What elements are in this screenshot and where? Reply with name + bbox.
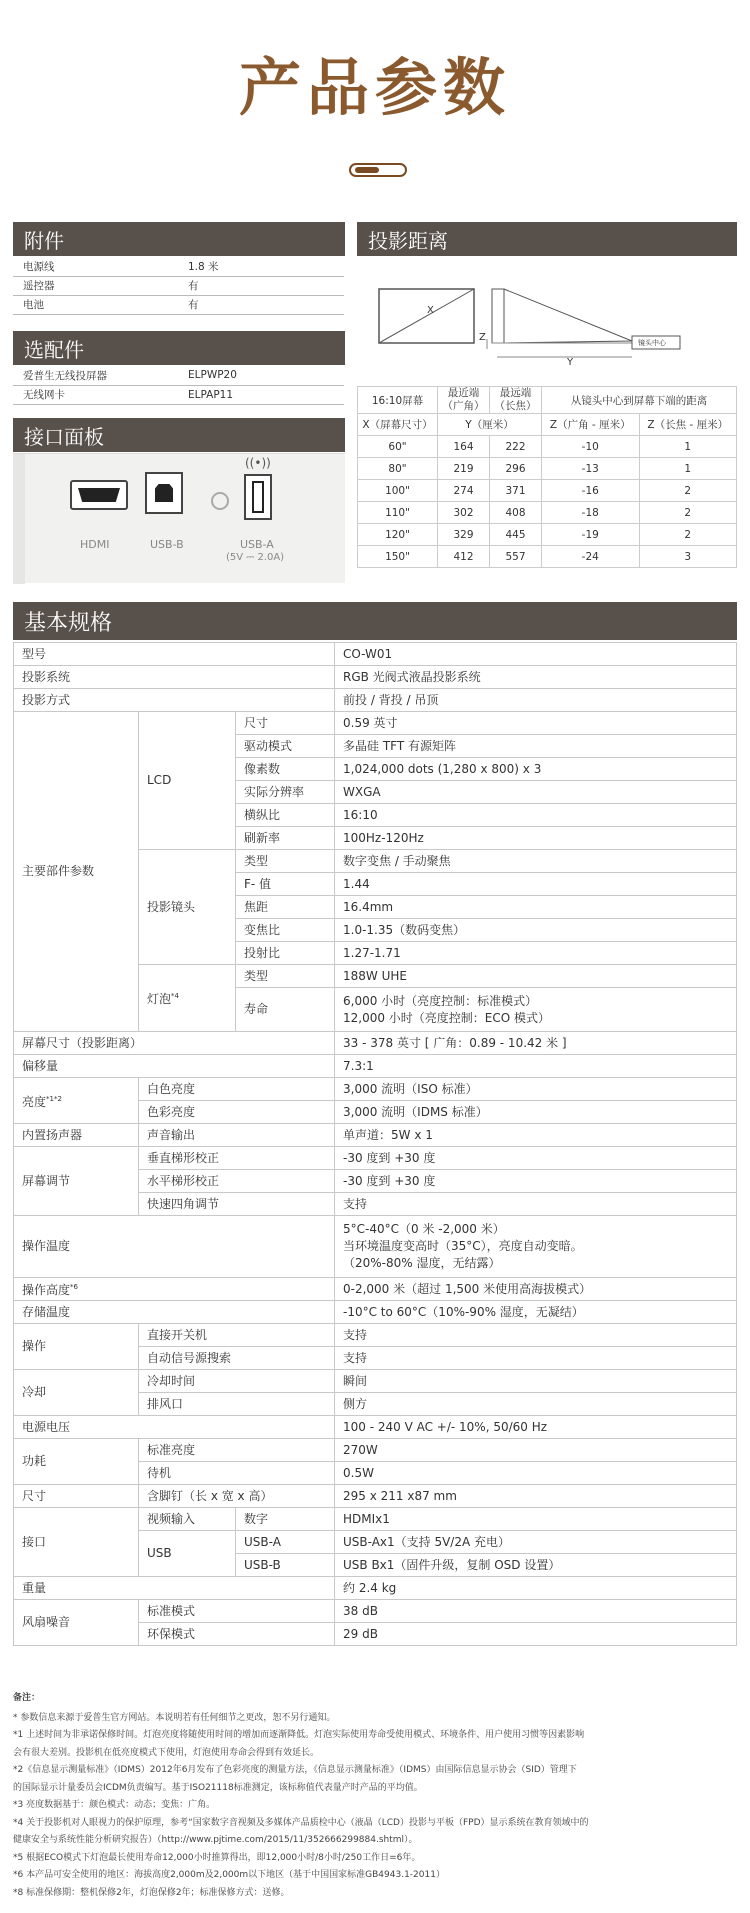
- table-row: [14, 1485, 737, 1508]
- table-row: [358, 436, 737, 458]
- screw-icon: [211, 492, 229, 510]
- table-cell: 投射比: [236, 942, 335, 965]
- table-cell: F- 值: [236, 873, 335, 896]
- usb-a-spec: (5V ⎓ 2.0A): [226, 552, 285, 563]
- table-cell: 类型: [236, 965, 335, 988]
- table-cell: 222: [490, 436, 542, 458]
- diagram-z-label: Z: [479, 332, 486, 343]
- diagram-x-label: X: [427, 305, 434, 316]
- table-cell: 投影方式: [14, 689, 335, 712]
- table-cell: 直接开关机: [139, 1324, 335, 1347]
- table-row: [14, 1439, 737, 1462]
- table-cell: 屏幕尺寸（投影距离）: [14, 1032, 335, 1055]
- table-cell: 3,000 流明（ISO 标准）: [335, 1078, 737, 1101]
- table-cell: HDMIx1: [335, 1508, 737, 1531]
- table-cell: LCD: [139, 712, 236, 850]
- table-cell: 待机: [139, 1462, 335, 1485]
- table-cell: 焦距: [236, 896, 335, 919]
- table-cell: 1.27-1.71: [335, 942, 737, 965]
- table-row: [14, 689, 737, 712]
- table-cell: 6,000 小时（亮度控制：标准模式） 12,000 小时（亮度控制：ECO 模式）: [335, 988, 737, 1032]
- table-cell: 支持: [335, 1193, 737, 1216]
- table-cell: 快速四角调节: [139, 1193, 335, 1216]
- table-row: [14, 712, 737, 735]
- table-cell: 1.44: [335, 873, 737, 896]
- table-cell: 尺寸: [14, 1485, 139, 1508]
- table-row: [358, 524, 737, 546]
- table-cell: 408: [490, 502, 542, 524]
- table-cell: USB Bx1（固件升级，复制 OSD 设置）: [335, 1554, 737, 1577]
- table-cell: 存储温度: [14, 1301, 335, 1324]
- footnotes: 备注： * 参数信息来源于爱普生官方网站。本说明若有任何细节之更改，恕不另行通知。 *1 上述时间为非承诺保修时间。灯泡亮度将随使用时间的增加而逐渐降低。灯泡实际使用寿命受使用模式、环境条件、用户使用习惯等因素影响 会有很大差别。投影机在低亮度模式下使用，灯泡使用寿命会得到有效延长。 *2《信息显示测量标准》（IDMS）2012年6月发布了色彩亮度的测量方法，《信息显示测量标准》（IDMS）由国际信息显示协会（SID）管理下 的国际显示计量委员会ICDM负责编写。基于ISO21118标准测定，该标称值代表量产时产品的平均值。 *3 亮度数据基于：颜色模式：动态；变焦：广角。 *4 关于投影机对人眼视力的保护原理，参考“国家数字音视频及多媒体产品质检中心（液晶（LCD）投影与平板（FPD）显示系统在教育领域中的 健康安全与系统性能分析研究报告）（http://www.pjtime.com/2015/11/352666299884.shtml）。 *5 根据ECO模式下灯泡最长使用寿命12,000小时推算得出，即12,000小时/8小时/250工作日=6年。 *6 本产品可安全使用的地区：海拔高度2,000m及2,000m以下地区（基于中国国家标准GB4943.1-2011） *8 标准保修期：整机保修2年，灯泡保修2年；标准保修方式：送修。: [13, 1693, 589, 1898]
- table-cell: 110": [358, 502, 438, 524]
- table-cell: 有: [178, 276, 344, 295]
- table-cell: -18: [542, 502, 640, 524]
- table-cell: 白色亮度: [139, 1078, 335, 1101]
- table-cell: 像素数: [236, 758, 335, 781]
- table-cell: 1: [639, 458, 737, 480]
- table-cell: 2: [639, 524, 737, 546]
- table-row: [358, 414, 737, 436]
- table-cell: 支持: [335, 1324, 737, 1347]
- table-cell: X（屏幕尺寸）: [358, 414, 438, 436]
- table-row: [358, 480, 737, 502]
- table-cell: -19: [542, 524, 640, 546]
- table-row: [13, 257, 344, 276]
- table-cell: 接口: [14, 1508, 139, 1577]
- table-cell: 295 x 211 x87 mm: [335, 1485, 737, 1508]
- options-header: 选配件: [13, 331, 345, 365]
- table-row: [14, 1577, 737, 1600]
- usb-b-label: USB-B: [150, 538, 184, 551]
- table-cell: 前投 / 背投 / 吊顶: [335, 689, 737, 712]
- table-cell: -24: [542, 546, 640, 568]
- distance-header: 投影距离: [357, 222, 737, 256]
- table-cell: 自动信号源搜索: [139, 1347, 335, 1370]
- table-cell: 1.8 米: [178, 257, 344, 276]
- table-cell: 型号: [14, 643, 335, 666]
- table-row: [14, 643, 737, 666]
- table-cell: 100 - 240 V AC +/- 10%, 50/60 Hz: [335, 1416, 737, 1439]
- table-cell: 冷却: [14, 1370, 139, 1416]
- table-cell: 3,000 流明（IDMS 标准）: [335, 1101, 737, 1124]
- table-cell: 亮度$^{*1*2}$: [14, 1078, 139, 1124]
- table-cell: 刷新率: [236, 827, 335, 850]
- hdmi-label: HDMI: [80, 538, 110, 551]
- table-cell: 2: [639, 480, 737, 502]
- interface-header: 接口面板: [13, 418, 345, 452]
- distance-table: [357, 386, 737, 568]
- table-cell: 功耗: [14, 1439, 139, 1485]
- table-row: [358, 387, 737, 414]
- table-cell: 0-2,000 米（超过 1,500 米使用高海拔模式）: [335, 1278, 737, 1301]
- table-cell: 33 - 378 英寸 [ 广角：0.89 - 10.42 米 ]: [335, 1032, 737, 1055]
- table-cell: 无线网卡: [13, 385, 178, 404]
- table-cell: 驱动模式: [236, 735, 335, 758]
- table-cell: 爱普生无线投屏器: [13, 366, 178, 385]
- table-cell: 219: [438, 458, 490, 480]
- table-cell: 标准模式: [139, 1600, 335, 1623]
- table-cell: WXGA: [335, 781, 737, 804]
- table-cell: 电源线: [13, 257, 178, 276]
- table-row: [14, 1055, 737, 1078]
- table-cell: 16.4mm: [335, 896, 737, 919]
- table-cell: 视频输入: [139, 1508, 236, 1531]
- title-divider-icon: [349, 163, 407, 177]
- table-cell: 排风口: [139, 1393, 335, 1416]
- usb-a-label: USB-A: [240, 538, 274, 551]
- table-cell: 投影系统: [14, 666, 335, 689]
- table-row: [14, 1147, 737, 1170]
- table-row: [14, 1600, 737, 1623]
- diagram-lens-label: 镜头中心: [638, 339, 666, 347]
- table-cell: 瞬间: [335, 1370, 737, 1393]
- spec-table: [13, 642, 737, 1646]
- table-cell: 5°C-40°C（0 米 -2,000 米） 当环境温度变高时（35°C），亮度自动变暗。 （20%-80% 湿度，无结露）: [335, 1216, 737, 1278]
- table-cell: 电池: [13, 295, 178, 314]
- table-cell: 100": [358, 480, 438, 502]
- table-cell: Z（长焦 - 厘米）: [639, 414, 737, 436]
- table-row: [13, 385, 344, 404]
- table-cell: 单声道：5W x 1: [335, 1124, 737, 1147]
- table-cell: Y（厘米）: [438, 414, 542, 436]
- table-cell: 声音输出: [139, 1124, 335, 1147]
- table-cell: 0.59 英寸: [335, 712, 737, 735]
- table-cell: 尺寸: [236, 712, 335, 735]
- table-cell: 445: [490, 524, 542, 546]
- table-cell: 302: [438, 502, 490, 524]
- table-cell: -30 度到 +30 度: [335, 1147, 737, 1170]
- table-cell: 270W: [335, 1439, 737, 1462]
- table-row: [14, 1301, 737, 1324]
- table-cell: 偏移量: [14, 1055, 335, 1078]
- table-row: [13, 276, 344, 295]
- table-cell: 操作高度$^{*6}$: [14, 1278, 335, 1301]
- table-cell: 标准亮度: [139, 1439, 335, 1462]
- table-row: [14, 1216, 737, 1278]
- page-title: 产品参数: [238, 51, 511, 124]
- table-cell: 188W UHE: [335, 965, 737, 988]
- table-cell: 寿命: [236, 988, 335, 1032]
- table-cell: 横纵比: [236, 804, 335, 827]
- table-cell: 0.5W: [335, 1462, 737, 1485]
- usb-a-port-icon: [244, 474, 272, 520]
- table-row: [358, 546, 737, 568]
- table-cell: 100Hz-120Hz: [335, 827, 737, 850]
- table-cell: 水平梯形校正: [139, 1170, 335, 1193]
- table-cell: -16: [542, 480, 640, 502]
- table-cell: USB-A: [236, 1531, 335, 1554]
- table-cell: 灯泡$^{*4}$: [139, 965, 236, 1032]
- table-row: [14, 1324, 737, 1347]
- table-cell: 遥控器: [13, 276, 178, 295]
- table-cell: 150": [358, 546, 438, 568]
- table-cell: 重量: [14, 1577, 335, 1600]
- options-table: [13, 366, 344, 405]
- table-cell: Z（广角 - 厘米）: [542, 414, 640, 436]
- table-cell: 从镜头中心到屏幕下端的距离: [542, 387, 737, 414]
- table-cell: 329: [438, 524, 490, 546]
- table-cell: 操作: [14, 1324, 139, 1370]
- table-cell: 371: [490, 480, 542, 502]
- table-row: [14, 1278, 737, 1301]
- table-cell: ELPAP11: [178, 385, 344, 404]
- table-cell: 约 2.4 kg: [335, 1577, 737, 1600]
- wireless-icon: ((•)): [245, 456, 271, 470]
- table-cell: USB-B: [236, 1554, 335, 1577]
- table-cell: ELPWP20: [178, 366, 344, 385]
- table-cell: 侧方: [335, 1393, 737, 1416]
- table-row: [14, 1032, 737, 1055]
- table-cell: 1.0-1.35（数码变焦）: [335, 919, 737, 942]
- usb-b-port-icon: [145, 472, 183, 514]
- table-row: [14, 666, 737, 689]
- table-cell: 内置扬声器: [14, 1124, 139, 1147]
- table-cell: 风扇噪音: [14, 1600, 139, 1646]
- diagram-y-label: Y: [567, 357, 574, 368]
- table-cell: 38 dB: [335, 1600, 737, 1623]
- table-cell: 1: [639, 436, 737, 458]
- table-row: [13, 366, 344, 385]
- table-cell: 1,024,000 dots (1,280 x 800) x 3: [335, 758, 737, 781]
- table-cell: 164: [438, 436, 490, 458]
- accessories-header: 附件: [13, 222, 345, 256]
- table-cell: 屏幕调节: [14, 1147, 139, 1216]
- table-cell: -13: [542, 458, 640, 480]
- table-cell: USB: [139, 1531, 236, 1577]
- table-cell: 操作温度: [14, 1216, 335, 1278]
- table-cell: 环保模式: [139, 1623, 335, 1646]
- table-cell: 电源电压: [14, 1416, 335, 1439]
- accessories-table: [13, 257, 344, 315]
- table-cell: 296: [490, 458, 542, 480]
- hdmi-port-icon: [70, 480, 128, 510]
- table-row: [14, 1078, 737, 1101]
- table-cell: 变焦比: [236, 919, 335, 942]
- table-cell: 色彩亮度: [139, 1101, 335, 1124]
- table-row: [358, 458, 737, 480]
- table-cell: 16:10屏幕: [358, 387, 438, 414]
- table-cell: 3: [639, 546, 737, 568]
- table-cell: 60": [358, 436, 438, 458]
- spec-header: 基本规格: [13, 602, 737, 640]
- table-cell: 数字: [236, 1508, 335, 1531]
- table-cell: 含脚钉（长 x 宽 x 高）: [139, 1485, 335, 1508]
- table-cell: 274: [438, 480, 490, 502]
- table-cell: USB-Ax1（支持 5V/2A 充电）: [335, 1531, 737, 1554]
- table-cell: 最远端 （长焦）: [490, 387, 542, 414]
- table-cell: 投影镜头: [139, 850, 236, 965]
- table-row: [13, 295, 344, 314]
- table-row: [14, 1370, 737, 1393]
- table-cell: 16:10: [335, 804, 737, 827]
- table-row: [14, 1416, 737, 1439]
- table-cell: -10°C to 60°C（10%-90% 湿度，无凝结）: [335, 1301, 737, 1324]
- table-row: [358, 502, 737, 524]
- table-row: [14, 1124, 737, 1147]
- table-cell: 2: [639, 502, 737, 524]
- table-cell: 主要部件参数: [14, 712, 139, 1032]
- table-cell: 多晶硅 TFT 有源矩阵: [335, 735, 737, 758]
- table-cell: 557: [490, 546, 542, 568]
- table-cell: 29 dB: [335, 1623, 737, 1646]
- table-cell: 80": [358, 458, 438, 480]
- table-cell: -10: [542, 436, 640, 458]
- table-cell: 有: [178, 295, 344, 314]
- table-cell: 7.3:1: [335, 1055, 737, 1078]
- table-row: [14, 1508, 737, 1531]
- table-cell: 垂直梯形校正: [139, 1147, 335, 1170]
- projection-diagram: [357, 257, 737, 385]
- table-cell: 支持: [335, 1347, 737, 1370]
- table-cell: RGB 光阀式液晶投影系统: [335, 666, 737, 689]
- table-cell: 冷却时间: [139, 1370, 335, 1393]
- table-cell: 实际分辨率: [236, 781, 335, 804]
- table-cell: 最近端 （广角）: [438, 387, 490, 414]
- table-cell: 数字变焦 / 手动聚焦: [335, 850, 737, 873]
- port-panel-image: [13, 453, 345, 583]
- table-cell: 412: [438, 546, 490, 568]
- table-cell: -30 度到 +30 度: [335, 1170, 737, 1193]
- table-cell: 类型: [236, 850, 335, 873]
- table-cell: CO-W01: [335, 643, 737, 666]
- table-cell: 120": [358, 524, 438, 546]
